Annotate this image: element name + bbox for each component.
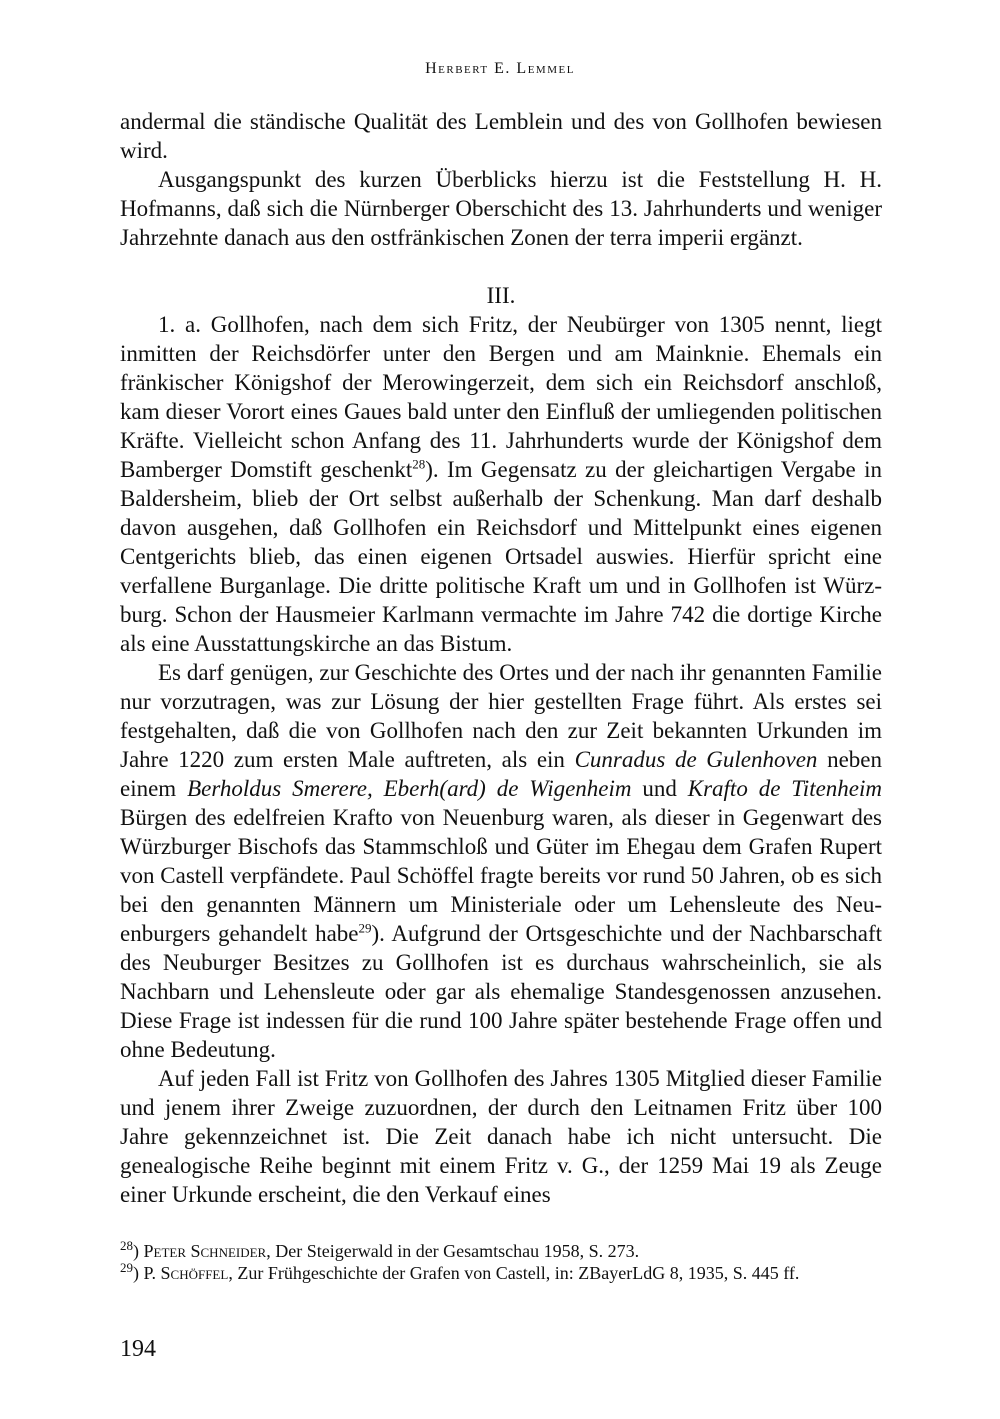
paragraph-4-part-d: Bürgen des edelfreien Krafto von Neuenburg waren, als dieser in Gegenwart des Würzburger Bischofs das Stammschloß und Güter im Ehegau dem Grafen Rupert von Castell verpfändete. Paul Schöffel fragte bereits vor rund 50 Jahren, ob es sich bei den genannten Männern um Ministeriale oder um Lehensleute des Neuenburgers gehandelt habe xyxy=(120,805,882,946)
italic-name-cunradus: Cunradus de Gulenhoven xyxy=(574,747,818,772)
footnote-author: Peter Schneider xyxy=(143,1241,267,1261)
paragraph-4-part-e: ). Aufgrund der Ortsgeschichte und der Nachbarschaft des Neuburger Besitzes zu Gollhofen ist es durchaus wahrscheinlich, sie als Nachbarn und Lehensleute oder gar als ehemalige Standesgenossen anzusehen. Diese Frage ist indessen für die rund 100 Jahre später bestehende Frage offen und ohne Bedeutung. xyxy=(120,921,882,1062)
footnote-number: 29 xyxy=(120,1260,133,1275)
paragraph-2: Ausgangspunkt des kurzen Überblicks hierzu ist die Feststellung H. H. Hofmanns, daß sich die Nürnberger Oberschicht des 13. Jahrhunderts und weniger Jahrzehnte danach aus den ostfränkischen Zonen der terra imperii ergänzt. xyxy=(120,167,882,250)
paragraph-4-part-c: und xyxy=(631,776,688,801)
footnote-number: 28 xyxy=(120,1238,133,1253)
paragraph-1: andermal die ständische Qualität des Lemblein und des von Gollhofen bewiesen wird. xyxy=(120,109,882,163)
footnote-28: $^{28}$) Peter Schneider, Der Steigerwald in der Gesamtschau 1958, S. 273. xyxy=(120,1238,640,1261)
footnote-29: $^{29}$) P. Schöffel, Zur Frühgeschichte der Grafen von Castell, in: ZBayerLdG 8, 1935, S. 445 ff. xyxy=(120,1260,800,1283)
running-head: Herbert E. Lemmel xyxy=(425,60,575,77)
page-number: 194 xyxy=(120,1336,156,1362)
italic-name-krafto: Krafto de Titenheim xyxy=(687,776,882,801)
footnote-text: , Zur Frühgeschichte der Grafen von Castell, in: ZBayerLdG 8, 1935, S. 445 ff. xyxy=(228,1263,800,1283)
main-text xyxy=(120,107,882,1209)
paragraph-3-part-a: 1. a. Gollhofen, nach dem sich Fritz, der Neubürger von 1305 nennt, liegt inmitten der Reichsdörfer unter den Bergen und am Mainknie. Ehemals ein fränkischer Königshof der Merowingerzeit, dem sich ein Reichsdorf anschloß, kam dieser Vorort eines Gaues bald unter den Einfluß der umliegenden politischen Kräfte. Vielleicht schon Anfang des 11. Jahrhunderts wurde der Königshof dem Bamberger Domstift geschenkt xyxy=(120,312,882,482)
footnotes xyxy=(120,1240,882,1284)
footnote-ref-29: 29 xyxy=(358,920,372,936)
paragraph-3 xyxy=(120,310,882,658)
paragraph-4-part-a: Es darf genügen, zur Geschichte des Ortes und der nach ihr genannten Familie nur vorzutragen, was zur Lösung der hier gestellten Frage führt. Als erstes sei festgehalten, daß die von Gollhofen nach den zur Zeit bekannten Urkunden im Jahre 1220 zum ersten Male auftreten, als ein xyxy=(120,660,882,772)
footnote-author: P. Schöffel xyxy=(143,1263,229,1283)
paragraph-5: Auf jeden Fall ist Fritz von Gollhofen des Jahres 1305 Mitglied dieser Familie und jenem ihrer Zweige zuzuordnen, der durch den Leitnamen Fritz über 100 Jahre gekennzeichnet ist. Die Zeit danach habe ich nicht untersucht. Die genealogische Reihe beginnt mit einem Fritz v. G., der 1259 Mai 19 als Zeuge einer Urkunde erscheint, die den Verkauf eines xyxy=(120,1066,882,1207)
footnote-ref-28: 28 xyxy=(412,456,426,472)
italic-name-berholdus: Berholdus Smerere, Eberh(ard) de Wigenheim xyxy=(187,776,632,801)
section-heading: III. xyxy=(486,283,516,308)
footnote-text: , Der Steigerwald in der Gesamtschau 1958, S. 273. xyxy=(266,1241,640,1261)
paragraph-4 xyxy=(120,658,882,1064)
paragraph-3-part-b: ). Im Gegensatz zu der gleichartigen Vergabe in Baldersheim, blieb der Ort selbst außerhalb der Schenkung. Man darf deshalb davon ausgehen, daß Gollhofen ein Reichsdorf und Mittelpunkt eines eigenen Centgerichts blieb, das einen eigenen Ortsadel auswies. Hierfür spricht eine verfallene Burganlage. Die dritte politische Kraft um und in Gollhofen ist Würzburg. Schon der Hausmeier Karlmann vermachte im Jahre 742 die dortige Kirche als eine Ausstattungskirche an das Bistum. xyxy=(120,457,882,656)
paragraph-4-part-b: neben einem xyxy=(120,747,882,801)
